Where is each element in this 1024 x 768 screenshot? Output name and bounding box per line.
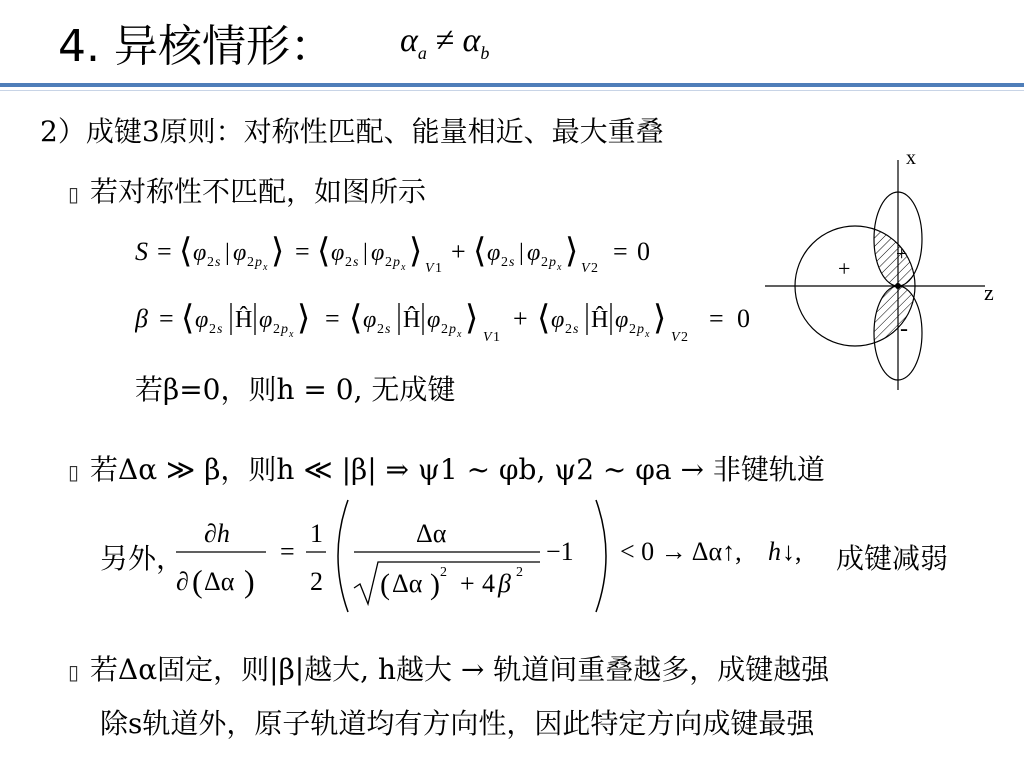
- svg-text:|: |: [225, 240, 230, 266]
- svg-text:2: 2: [591, 261, 598, 276]
- bullet-1: [68, 170, 426, 210]
- svg-text:2: 2: [629, 322, 636, 337]
- svg-text:x: x: [289, 329, 294, 340]
- title-divider-thin: [0, 90, 1024, 91]
- svg-text:2: 2: [501, 255, 508, 270]
- svg-text:s: s: [215, 255, 221, 270]
- svg-text:p: p: [449, 322, 456, 337]
- svg-text:+: +: [513, 304, 528, 333]
- title-condition: $\alpha_a \ne \alpha_b$: [400, 22, 490, 63]
- p-top-sign: +: [896, 243, 908, 265]
- svg-text:⟩: ⟩: [271, 233, 285, 270]
- svg-text:⟩: ⟩: [409, 233, 423, 270]
- svg-text:2: 2: [565, 322, 572, 337]
- svg-text:φ: φ: [615, 307, 629, 333]
- bullet-2-text: 若Δα ≫ β，则h ≪ |β| ⇒ ψ1 ~ φb, ψ2 ~ φa → 非键轨道: [90, 453, 825, 486]
- svg-text:φ: φ: [233, 240, 247, 266]
- svg-text:=: =: [157, 237, 172, 266]
- svg-text:⟩: ⟩: [465, 300, 479, 337]
- svg-text:2: 2: [516, 565, 523, 580]
- bullet-3-text: 若Δα固定，则|β|越大, h越大 → 轨道间重叠越多，成键越强: [90, 653, 830, 686]
- svg-text:φ: φ: [259, 307, 273, 333]
- svg-text:0: 0: [737, 304, 750, 333]
- svg-text:2: 2: [681, 330, 688, 345]
- page-title: 4. 异核情形：: [58, 21, 334, 72]
- x-axis-label: x: [906, 147, 916, 169]
- svg-text:2: 2: [377, 322, 384, 337]
- bullet-marker: ▯: [68, 660, 80, 684]
- svg-text:+: +: [460, 569, 475, 598]
- svg-text:∂h: ∂h: [204, 519, 230, 548]
- svg-text:p: p: [549, 255, 556, 270]
- svg-text:V: V: [671, 330, 680, 345]
- svg-text:4: 4: [482, 569, 495, 598]
- svg-text:=: =: [709, 304, 724, 333]
- svg-text:0: 0: [637, 237, 650, 266]
- svg-text:∂: ∂: [176, 567, 189, 596]
- derivative-suffix: 成键减弱: [836, 542, 949, 575]
- svg-text:⟨: ⟨: [317, 233, 331, 270]
- svg-text:⟨: ⟨: [179, 233, 193, 270]
- svg-text:Δα: Δα: [416, 519, 447, 548]
- svg-text:⟩: ⟩: [653, 300, 667, 337]
- svg-text:φ: φ: [487, 240, 501, 266]
- overlap-equation-svg: [135, 228, 735, 278]
- svg-text:φ: φ: [371, 240, 385, 266]
- svg-text:(: (: [192, 563, 203, 599]
- svg-text:−1: −1: [546, 537, 574, 566]
- resonance-integral-equation: [135, 295, 795, 354]
- svg-text:⟨: ⟨: [473, 233, 487, 270]
- p-bottom-sign: -: [900, 316, 908, 342]
- svg-text:V: V: [425, 261, 434, 276]
- svg-text:Δα: Δα: [392, 569, 423, 598]
- svg-text:φ: φ: [193, 240, 207, 266]
- svg-text:=: =: [613, 237, 628, 266]
- z-axis-label: z: [984, 280, 994, 305]
- no-bond-conclusion: 若β=0，则h = 0, 无成键: [135, 373, 456, 406]
- svg-text:x: x: [263, 262, 268, 273]
- svg-text:): ): [430, 568, 440, 601]
- svg-text:(: (: [380, 568, 390, 601]
- svg-text:h: h: [768, 537, 781, 566]
- svg-text:φ: φ: [427, 307, 441, 333]
- derivative-equation-svg: [168, 496, 848, 616]
- svg-text:s: s: [385, 322, 391, 337]
- svg-text:Ĥ: Ĥ: [235, 307, 253, 333]
- orbital-diagram-svg: [760, 140, 1010, 400]
- svg-text:2: 2: [440, 565, 447, 580]
- svg-text:Δα: Δα: [204, 567, 235, 596]
- bullet-3: [68, 648, 829, 688]
- svg-text:1: 1: [493, 330, 500, 345]
- svg-text:⟨: ⟨: [181, 300, 195, 337]
- svg-text:2: 2: [541, 255, 548, 270]
- bullet-3-line-2: 除s轨道外，原子轨道均有方向性，因此特定方向成键最强: [100, 707, 815, 740]
- svg-text:x: x: [557, 262, 562, 273]
- svg-text:⟩: ⟩: [565, 233, 579, 270]
- svg-text:s: s: [573, 322, 579, 337]
- svg-text:2: 2: [441, 322, 448, 337]
- svg-text:2: 2: [247, 255, 254, 270]
- svg-text:φ: φ: [363, 307, 377, 333]
- svg-text:2: 2: [385, 255, 392, 270]
- svg-text:1: 1: [435, 261, 442, 276]
- s-orbital-sign: +: [838, 256, 851, 281]
- svg-text:⟨: ⟨: [537, 300, 551, 337]
- svg-text:=: =: [280, 537, 295, 566]
- svg-text:|: |: [519, 240, 524, 266]
- svg-text:V: V: [483, 330, 492, 345]
- svg-text:=: =: [295, 237, 310, 266]
- svg-text:β: β: [498, 569, 511, 598]
- svg-text:⟨: ⟨: [349, 300, 363, 337]
- svg-text:φ: φ: [331, 240, 345, 266]
- svg-text:p: p: [393, 255, 400, 270]
- bullet-1-text: 若对称性不匹配，如图所示: [90, 175, 427, 208]
- svg-text:φ: φ: [551, 307, 565, 333]
- svg-text:x: x: [645, 329, 650, 340]
- svg-text:2: 2: [209, 322, 216, 337]
- svg-text:1: 1: [310, 519, 323, 548]
- svg-text:+: +: [451, 237, 466, 266]
- svg-text:2: 2: [345, 255, 352, 270]
- overlap-equation: [135, 228, 735, 282]
- svg-text:p: p: [637, 322, 644, 337]
- svg-text:2: 2: [273, 322, 280, 337]
- derivative-prefix: 另外，: [100, 542, 185, 575]
- svg-text:s: s: [509, 255, 515, 270]
- svg-text:φ: φ: [195, 307, 209, 333]
- svg-text:s: s: [353, 255, 359, 270]
- bullet-marker: ▯: [68, 460, 80, 484]
- svg-text:β: β: [135, 304, 148, 333]
- title-divider: [0, 83, 1024, 87]
- rule-text: 2）成键3原则：对称性匹配、能量相近、最大重叠: [40, 115, 664, 148]
- svg-text:=: =: [325, 304, 340, 333]
- svg-text:S: S: [135, 237, 148, 266]
- svg-text:): ): [244, 563, 255, 599]
- svg-text:Ĥ: Ĥ: [591, 307, 609, 333]
- svg-text:x: x: [457, 329, 462, 340]
- bullet-2: [68, 448, 825, 488]
- svg-text:p: p: [281, 322, 288, 337]
- derivative-equation: [168, 496, 848, 620]
- svg-text:|: |: [363, 240, 368, 266]
- bullet-marker: ▯: [68, 182, 80, 206]
- svg-text:2: 2: [207, 255, 214, 270]
- svg-text:=: =: [159, 304, 174, 333]
- svg-text:x: x: [401, 262, 406, 273]
- svg-text:s: s: [217, 322, 223, 337]
- svg-text:φ: φ: [527, 240, 541, 266]
- svg-text:V: V: [581, 261, 590, 276]
- beta-equation-svg: [135, 295, 795, 350]
- svg-text:Ĥ: Ĥ: [403, 307, 421, 333]
- svg-text:⟩: ⟩: [297, 300, 311, 337]
- svg-text:< 0 → Δα↑,: < 0 → Δα↑,: [620, 537, 742, 566]
- svg-text:p: p: [255, 255, 262, 270]
- svg-text:↓,: ↓,: [782, 537, 802, 566]
- svg-text:2: 2: [310, 567, 323, 596]
- orbital-diagram: [760, 140, 1010, 404]
